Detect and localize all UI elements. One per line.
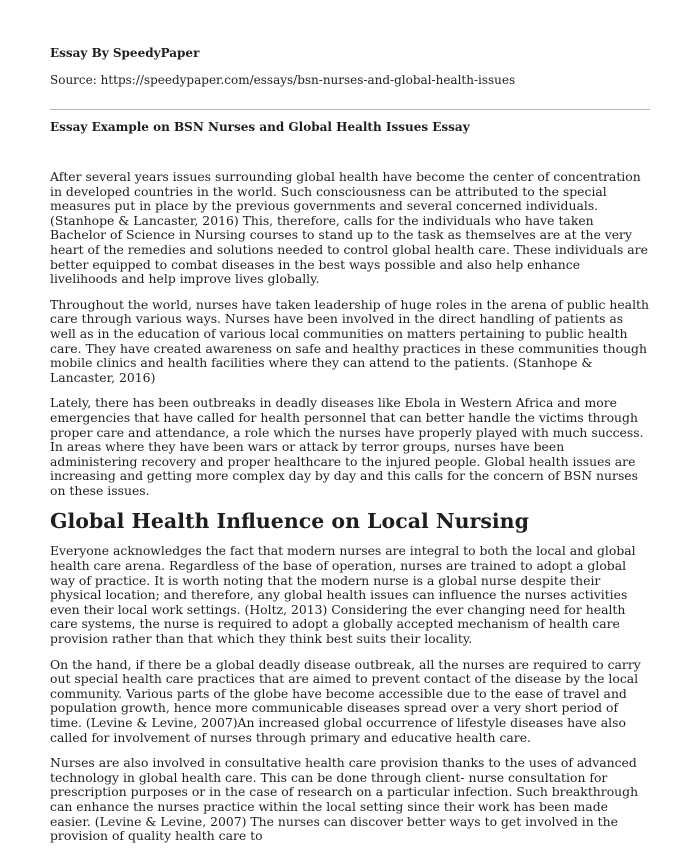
paragraph: Nurses are also involved in consultative health care provision thanks to the uses of advanced technology in global health care. This can be done through client- nurse consultation for prescription purposes or in the case of research on a particular infection. Such breakthrough can enhance the nurses practice within the local setting since their work has been made easier. (Levine & Levine, 2007) The nurses can discover better ways to get involved in the provision of quality health care to <box>50 755 639 844</box>
header-divider <box>50 109 650 110</box>
source-line: Source: https://speedypaper.com/essays/bsn-nurses-and-global-health-issues <box>50 73 516 87</box>
paragraph: Everyone acknowledges the fact that modern nurses are integral to both the local and global health care arena. Regardless of the base of operation, nurses are trained to adopt a global way of practice. It is worth noting that the modern nurse is a global nurse despite their physical location; and therefore, any global health issues can influence the nurses activities even their local work settings. (Holtz, 2013) Considering the ever changing need for health care systems, the nurse is required to adopt a globally accepted mechanism of health care provision rather than that which they think best suits their locality. <box>50 543 636 647</box>
paragraph: After several years issues surrounding global health have become the center of concentration in developed countries in the world. Such consciousness can be attributed to the special measures put in place by the previous governments and several concerned individuals. (Stanhope & Lancaster, 2016) This, therefore, calls for the individuals who have taken Bachelor of Science in Nursing courses to stand up to the task as themselves are at the very heart of the remedies and solutions needed to control global health care. These individuals are better equipped to combat diseases in the best ways possible and also help enhance livelihoods and help improve lives globally. <box>50 169 648 287</box>
section-heading: Global Health Influence on Local Nursing <box>50 509 529 534</box>
essay-body <box>50 170 650 855</box>
brand-title: Essay By SpeedyPaper <box>50 46 200 60</box>
paragraph: Throughout the world, nurses have taken leadership of huge roles in the arena of public health care through various ways. Nurses have been involved in the direct handling of patients as well as in the education of various local communities on matters pertaining to public health care. They have created awareness on safe and healthy practices in these communities though mobile clinics and health facilities where they can attend to the patients. (Stanhope & Lancaster, 2016) <box>50 296 649 385</box>
paragraph: On the hand, if there be a global deadly disease outbreak, all the nurses are required to carry out special health care practices that are aimed to prevent contact of the disease by the local community. Various parts of the globe have become accessible due to the ease of travel and population growth, hence more communicable diseases spread over a very short period of time. (Levine & Levine, 2007)An increased global occurrence of lifestyle diseases have also called for involvement of nurses through primary and educative health care. <box>50 656 641 745</box>
essay-title: Essay Example on BSN Nurses and Global Health Issues Essay <box>50 120 470 134</box>
paragraph: Lately, there has been outbreaks in deadly diseases like Ebola in Western Africa and more emergencies that have called for health personnel that can better handle the victims through proper care and attendance, a role which the nurses have properly played with much success. In areas where they have been wars or attack by terror groups, nurses have been administering recovery and proper healthcare to the injured people. Global health issues are increasing and getting more complex day by day and this calls for the concern of BSN nurses on these issues. <box>50 395 644 498</box>
